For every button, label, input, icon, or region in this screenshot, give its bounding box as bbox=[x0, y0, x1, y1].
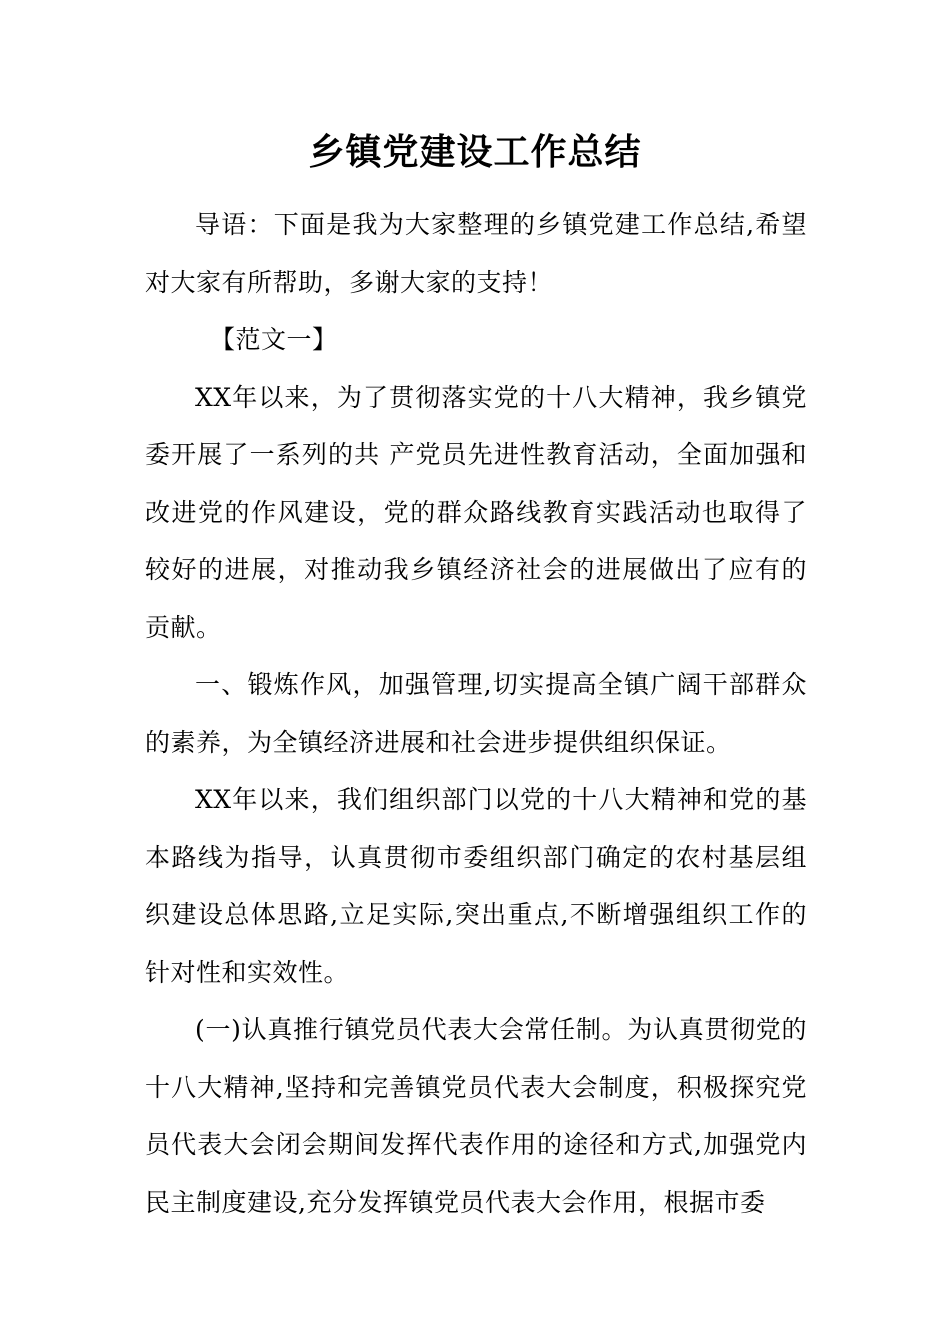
document-body bbox=[145, 196, 807, 1231]
document-title: 乡镇党建设工作总结 bbox=[308, 131, 642, 173]
body-paragraph: XX年以来，为了贯彻落实党的十八大精神，我乡镇党委开展了一系列的共 产党员先进性教育活动，全面加强和改进党的作风建设，党的群众路线教育实践活动也取得了较好的进展，对推动我乡镇经济社会的进展做出了应有的贡献。 bbox=[145, 382, 807, 642]
body-paragraph: XX年以来，我们组织部门以党的十八大精神和党的基本路线为指导，认真贯彻市委组织部门确定的农村基层组织建设总体思路,立足实际,突出重点,不断增强组织工作的针对性和实效性。 bbox=[145, 785, 807, 987]
section-heading: 一、锻炼作风，加强管理,切实提高全镇广阔干部群众的素养，为全镇经济进展和社会进步提供组织保证。 bbox=[145, 670, 807, 757]
sample-label: 【范文一】 bbox=[210, 325, 338, 354]
body-paragraph: (一)认真推行镇党员代表大会常任制。为认真贯彻党的十八大精神,坚持和完善镇党员代表大会制度，积极探究党员代表大会闭会期间发挥代表作用的途径和方式,加强党内民主制度建设,充分发挥镇党员代表大会作用，根据市委 bbox=[145, 1015, 807, 1217]
intro-paragraph: 导语：下面是我为大家整理的乡镇党建工作总结,希望对大家有所帮助，多谢大家的支持！ bbox=[145, 210, 807, 297]
